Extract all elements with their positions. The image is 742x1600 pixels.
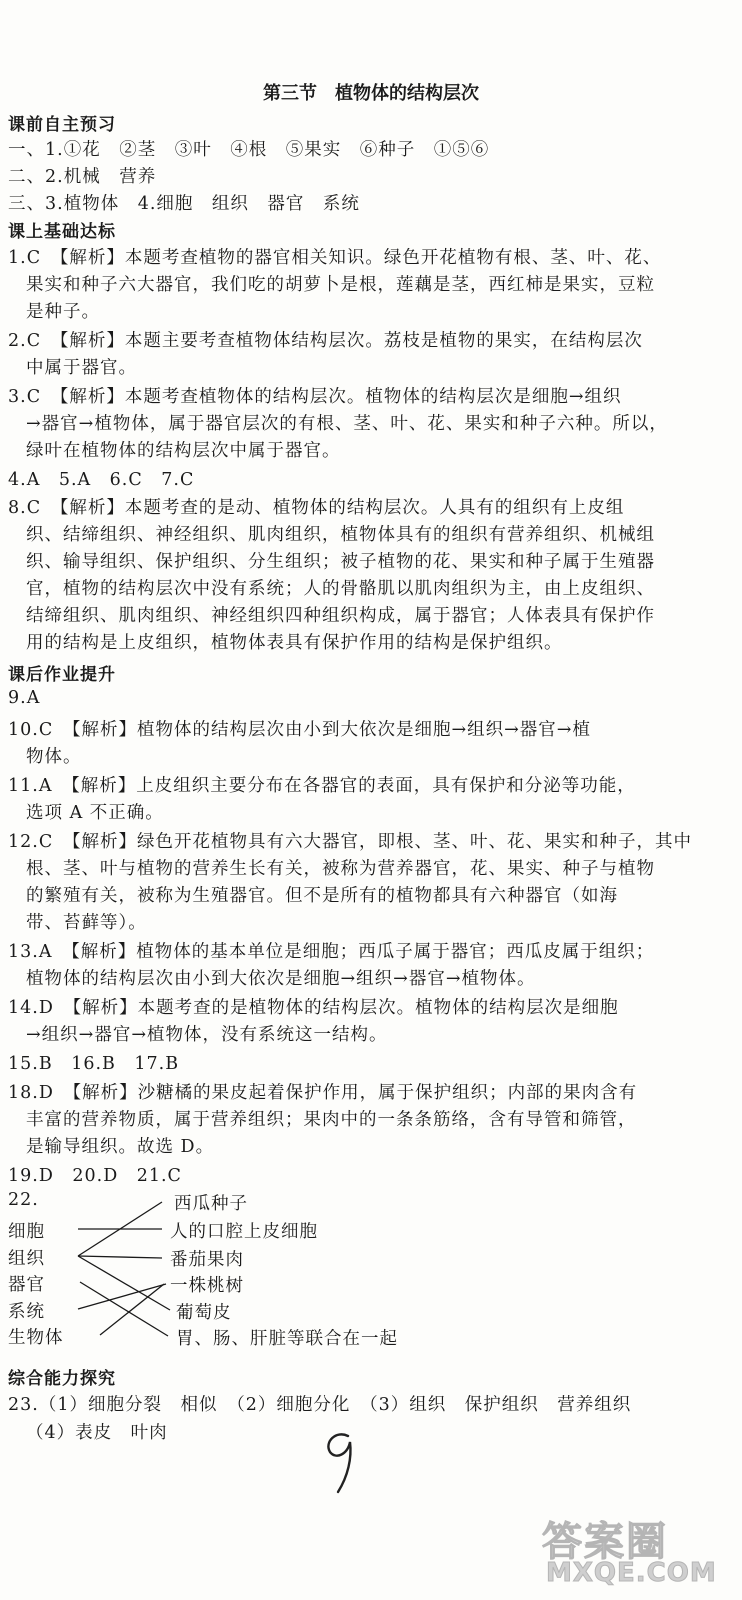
match-line-3 bbox=[78, 1256, 162, 1258]
answer-line: 丰富的营养物质，属于营养组织；果肉中的一条条筋络，含有导管和筛管， bbox=[26, 1110, 637, 1130]
answer-line: 10.C 【解析】植物体的结构层次由小到大依次是细胞→组织→器官→植 bbox=[8, 720, 591, 740]
answer-line: 一、1.①花 ②茎 ③叶 ④根 ⑤果实 ⑥种子 ①⑤⑥ bbox=[8, 140, 490, 160]
answer-line: 2.C 【解析】本题主要考查植物体结构层次。荔枝是植物的果实，在结构层次 bbox=[8, 331, 643, 351]
answer-line: 中属于器官。 bbox=[26, 358, 137, 378]
answer-line: 13.A 【解析】植物体的基本单位是细胞；西瓜子属于器官；西瓜皮属于组织； bbox=[8, 942, 655, 962]
answer-line: →器官→植物体，属于器官层次的有根、茎、叶、花、果实和种子六种。所以， bbox=[26, 414, 668, 434]
answer-line: 12.C 【解析】绿色开花植物具有六大器官，即根、茎、叶、花、果实和种子，其中 bbox=[8, 832, 692, 852]
answer-line: 14.D 【解析】本题考查的是植物体的结构层次。植物体的结构层次是细胞 bbox=[8, 998, 619, 1018]
answer-line: 果实和种子六大器官，我们吃的胡萝卜是根，莲藕是茎，西红柿是果实，豆粒 bbox=[26, 275, 655, 295]
level-label: 器官 bbox=[8, 1275, 45, 1295]
watermark-en: MXQE.COM bbox=[546, 1558, 717, 1588]
answer-line: 选项 A 不正确。 bbox=[26, 803, 164, 823]
answer-line: 8.C 【解析】本题考查的是动、植物体的结构层次。人具有的组织有上皮组 bbox=[8, 498, 625, 518]
answer-line: 织、输导组织、保护组织、分生组织；被子植物的花、果实和种子属于生殖器 bbox=[26, 552, 655, 572]
level-label: 系统 bbox=[8, 1302, 45, 1322]
site-watermark bbox=[540, 1510, 736, 1592]
answer-line: 的繁殖有关，被称为生殖器官。但不是所有的植物都具有六种器官（如海 bbox=[26, 886, 618, 906]
handwritten-number-mark bbox=[318, 1428, 368, 1498]
example-label: 人的口腔上皮细胞 bbox=[170, 1222, 318, 1242]
example-label: 一株桃树 bbox=[170, 1276, 244, 1296]
answer-line: →组织→器官→植物体，没有系统这一结构。 bbox=[26, 1025, 388, 1045]
section-heading-preview: 课前自主预习 bbox=[8, 115, 116, 135]
answer-line: 4.A 5.A 6.C 7.C bbox=[8, 470, 195, 490]
answer-line: 是种子。 bbox=[26, 302, 100, 322]
answer-line: 23.（1）细胞分裂 相似 （2）细胞分化 （3）组织 保护组织 营养组织 bbox=[8, 1395, 632, 1415]
level-label: 生物体 bbox=[8, 1328, 64, 1348]
answer-line: 绿叶在植物体的结构层次中属于器官。 bbox=[26, 441, 341, 461]
answer-line: 是输导组织。故选 D。 bbox=[26, 1137, 215, 1157]
answer-line: 3.C 【解析】本题考查植物体的结构层次。植物体的结构层次是细胞→组织 bbox=[8, 387, 622, 407]
answer-line: 织、结缔组织、神经组织、肌肉组织，植物体具有的组织有营养组织、机械组 bbox=[26, 525, 655, 545]
answer-line: 9.A bbox=[8, 688, 41, 708]
answer-line: 22. bbox=[8, 1190, 39, 1210]
answer-line: 植物体的结构层次由小到大依次是细胞→组织→器官→植物体。 bbox=[26, 969, 536, 989]
level-label: 组织 bbox=[8, 1249, 45, 1269]
answer-line: 带、苔藓等）。 bbox=[26, 913, 147, 933]
section-heading-ability: 综合能力探究 bbox=[8, 1369, 116, 1389]
answer-line: 19.D 20.D 21.C bbox=[8, 1166, 182, 1186]
example-label: 胃、肠、肝脏等联合在一起 bbox=[176, 1329, 398, 1349]
answer-line: 1.C 【解析】本题考查植物的器官相关知识。绿色开花植物有根、茎、叶、花、 bbox=[8, 248, 662, 268]
answer-line: 18.D 【解析】沙糖橘的果皮起着保护作用，属于保护组织；内部的果肉含有 bbox=[8, 1083, 638, 1103]
answer-line: 物体。 bbox=[26, 747, 82, 767]
answer-line: 15.B 16.B 17.B bbox=[8, 1054, 180, 1074]
section-heading-homework: 课后作业提升 bbox=[8, 665, 116, 685]
example-label: 番茄果肉 bbox=[170, 1250, 244, 1270]
example-label: 西瓜种子 bbox=[174, 1194, 248, 1214]
answer-line: （4）表皮 叶肉 bbox=[26, 1423, 168, 1443]
level-label: 细胞 bbox=[8, 1222, 45, 1242]
page-title: 第三节 植物体的结构层次 bbox=[263, 83, 479, 104]
answer-line: 二、2.机械 营养 bbox=[8, 167, 157, 187]
match-line-4 bbox=[78, 1256, 170, 1310]
answer-line: 三、3.植物体 4.细胞 组织 器官 系统 bbox=[8, 194, 360, 214]
match-line-6 bbox=[78, 1284, 166, 1309]
answer-line: 根、茎、叶与植物的营养生长有关，被称为营养器官，花、果实、种子与植物 bbox=[26, 859, 655, 879]
match-line-5 bbox=[80, 1282, 168, 1336]
answer-line: 11.A 【解析】上皮组织主要分布在各器官的表面，具有保护和分泌等功能， bbox=[8, 776, 636, 796]
example-label: 葡萄皮 bbox=[176, 1303, 232, 1323]
watermark-cn: 答案圈 bbox=[542, 1519, 668, 1565]
answer-line: 用的结构是上皮组织，植物体表具有保护作用的结构是保护组织。 bbox=[26, 633, 563, 653]
answer-line: 结缔组织、肌肉组织、神经组织四种组织构成，属于器官；人体表具有保护作 bbox=[26, 606, 655, 626]
answer-line: 官，植物的结构层次中没有系统；人的骨骼肌以肌肉组织为主，由上皮组织、 bbox=[26, 579, 655, 599]
section-heading-basic: 课上基础达标 bbox=[8, 222, 116, 242]
